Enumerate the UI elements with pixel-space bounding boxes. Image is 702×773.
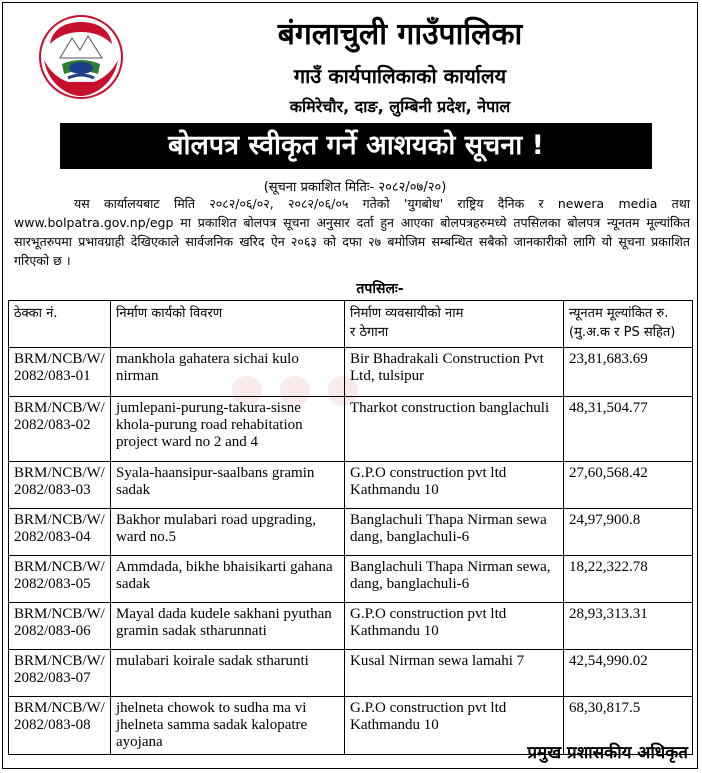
cell-builder: G.P.O construction pvt ltd Kathmandu 10 <box>345 603 564 650</box>
cell-contract-no <box>9 556 111 603</box>
signature-title: प्रमुख प्रशासकीय अधिकृत <box>527 743 688 763</box>
cell-contract-no <box>9 697 111 755</box>
contract-no-line1: BRM/NCB/W/ <box>14 351 105 367</box>
contract-no-line2: 2082/083-08 <box>14 717 91 733</box>
contract-no-line2: 2082/083-01 <box>14 368 91 384</box>
cell-description: mulabari koirale sadak stharunti <box>111 650 345 697</box>
cell-amount: 27,60,568.42 <box>564 462 693 509</box>
notice-banner: बोलपत्र स्वीकृत गर्ने आशयको सूचना ! <box>60 123 652 169</box>
contract-no-line2: 2082/083-02 <box>14 417 91 433</box>
cell-contract-no <box>9 462 111 509</box>
cell-builder: Banglachuli Thapa Nirman sewa dang, banglachuli-6 <box>345 509 564 556</box>
cell-contract-no <box>9 603 111 650</box>
tapsil-label: तपसिलः- <box>356 281 404 297</box>
contract-no-line1: BRM/NCB/W/ <box>14 512 105 528</box>
contract-no-line2: 2082/083-06 <box>14 623 91 639</box>
cell-description: Bakhor mulabari road upgrading, ward no.5 <box>111 509 345 556</box>
cell-amount: 28,93,313.31 <box>564 603 693 650</box>
cell-contract-no <box>9 348 111 397</box>
contract-no-line1: BRM/NCB/W/ <box>14 700 105 716</box>
bid-table <box>8 300 693 755</box>
cell-contract-no <box>9 650 111 697</box>
cell-builder: G.P.O construction pvt ltd Kathmandu 10 <box>345 697 564 755</box>
municipality-title: बंगलाचुली गाउँपालिका <box>277 17 523 52</box>
table-row <box>9 603 693 650</box>
header-builder-line1: निर्माण व्यवसायीको नाम <box>350 306 464 321</box>
contract-no-line1: BRM/NCB/W/ <box>14 606 105 622</box>
table-header-row <box>9 301 693 348</box>
table-row <box>9 397 693 462</box>
contract-no-line2: 2082/083-05 <box>14 576 91 592</box>
cell-builder: Banglachuli Thapa Nirman sewa, dang, banglachuli-6 <box>345 556 564 603</box>
office-address: कमिरेचौर, दाङ, लुम्बिनी प्रदेश, नेपाल <box>289 97 511 116</box>
cell-builder: Tharkot construction banglachuli <box>345 397 564 462</box>
cell-description: Syala-haansipur-saalbans gramin sadak <box>111 462 345 509</box>
cell-amount: 42,54,990.02 <box>564 650 693 697</box>
cell-builder: Kusal Nirman sewa lamahi 7 <box>345 650 564 697</box>
nepal-government-emblem-icon <box>38 14 124 100</box>
table-row <box>9 462 693 509</box>
published-date: (सूचना प्रकाशित मितिः- २०८२/०७/२०) <box>263 180 447 195</box>
contract-no-line2: 2082/083-03 <box>14 482 91 498</box>
table-row <box>9 556 693 603</box>
cell-amount: 48,31,504.77 <box>564 397 693 462</box>
header-description: निर्माण कार्यको विवरण <box>111 301 345 348</box>
contract-no-line2: 2082/083-04 <box>14 529 91 545</box>
header-amount-line2: (मु.अ.क र PS सहित) <box>569 325 676 340</box>
cell-amount: 68,30,817.5 <box>564 697 693 755</box>
cell-amount: 24,97,900.8 <box>564 509 693 556</box>
contract-no-line2: 2082/083-07 <box>14 670 91 686</box>
contract-no-line1: BRM/NCB/W/ <box>14 653 105 669</box>
table-row <box>9 650 693 697</box>
cell-contract-no <box>9 397 111 462</box>
header-contract-no: ठेक्का नं. <box>9 301 111 348</box>
cell-description: jumlepani-purung-takura-sisne khola-purung road rehabitation project ward no 2 and 4 <box>111 397 345 462</box>
cell-description: jhelneta chowok to sudha ma vi jhelneta samma sadak kalopatre ayojana <box>111 697 345 755</box>
table-row <box>9 509 693 556</box>
office-subtitle: गाउँ कार्यपालिकाको कार्यालय <box>293 64 507 88</box>
header-amount-line1: न्यूनतम मूल्यांकित रु. <box>569 306 669 321</box>
cell-contract-no <box>9 509 111 556</box>
cell-description: mankhola gahatera sichai kulo nirman <box>111 348 345 397</box>
contract-no-line1: BRM/NCB/W/ <box>14 559 105 575</box>
header-amount <box>564 301 693 348</box>
cell-builder: Bir Bhadrakali Construction Pvt Ltd, tulsipur <box>345 348 564 397</box>
notice-paragraph-text: यस कार्यालयबाट मिति २०८२/०६/०२, २०८२/०६/०५ गतेको 'युगबोध' राष्ट्रिय दैनिक र newera media तथा www.bolpatra.gov.np/egp मा प्रकाशित बोलपत्र सूचना अनुसार दर्ता हुन आएका बोलपत्रहरुमध्ये तपसिलका बोलपत्र न्यूनतम मूल्यांकित सारभूतरुपमा प्रभावग्राही देखिएकाले सार्वजनिक खरिद ऐन २०६३ को दफा २७ बमोजिम सम्बन्धित सबैको जानकारीको लागि यो सूचना प्रकाशित गरिएको छ । <box>14 196 690 268</box>
cell-amount: 18,22,322.78 <box>564 556 693 603</box>
cell-description: Mayal dada kudele sakhani pyuthan gramin sadak stharunnati <box>111 603 345 650</box>
header-builder-line2: र ठेगाना <box>350 325 389 340</box>
cell-builder: G.P.O construction pvt ltd Kathmandu 10 <box>345 462 564 509</box>
contract-no-line1: BRM/NCB/W/ <box>14 400 105 416</box>
watermark-logo: ⬤ ⬤ ⬤ <box>230 372 362 407</box>
header-builder <box>345 301 564 348</box>
table-row <box>9 348 693 397</box>
contract-no-line1: BRM/NCB/W/ <box>14 465 105 481</box>
cell-description: Ammdada, bikhe bhaisikarti gahana sadak <box>111 556 345 603</box>
notice-paragraph <box>14 194 690 270</box>
cell-amount: 23,81,683.69 <box>564 348 693 397</box>
